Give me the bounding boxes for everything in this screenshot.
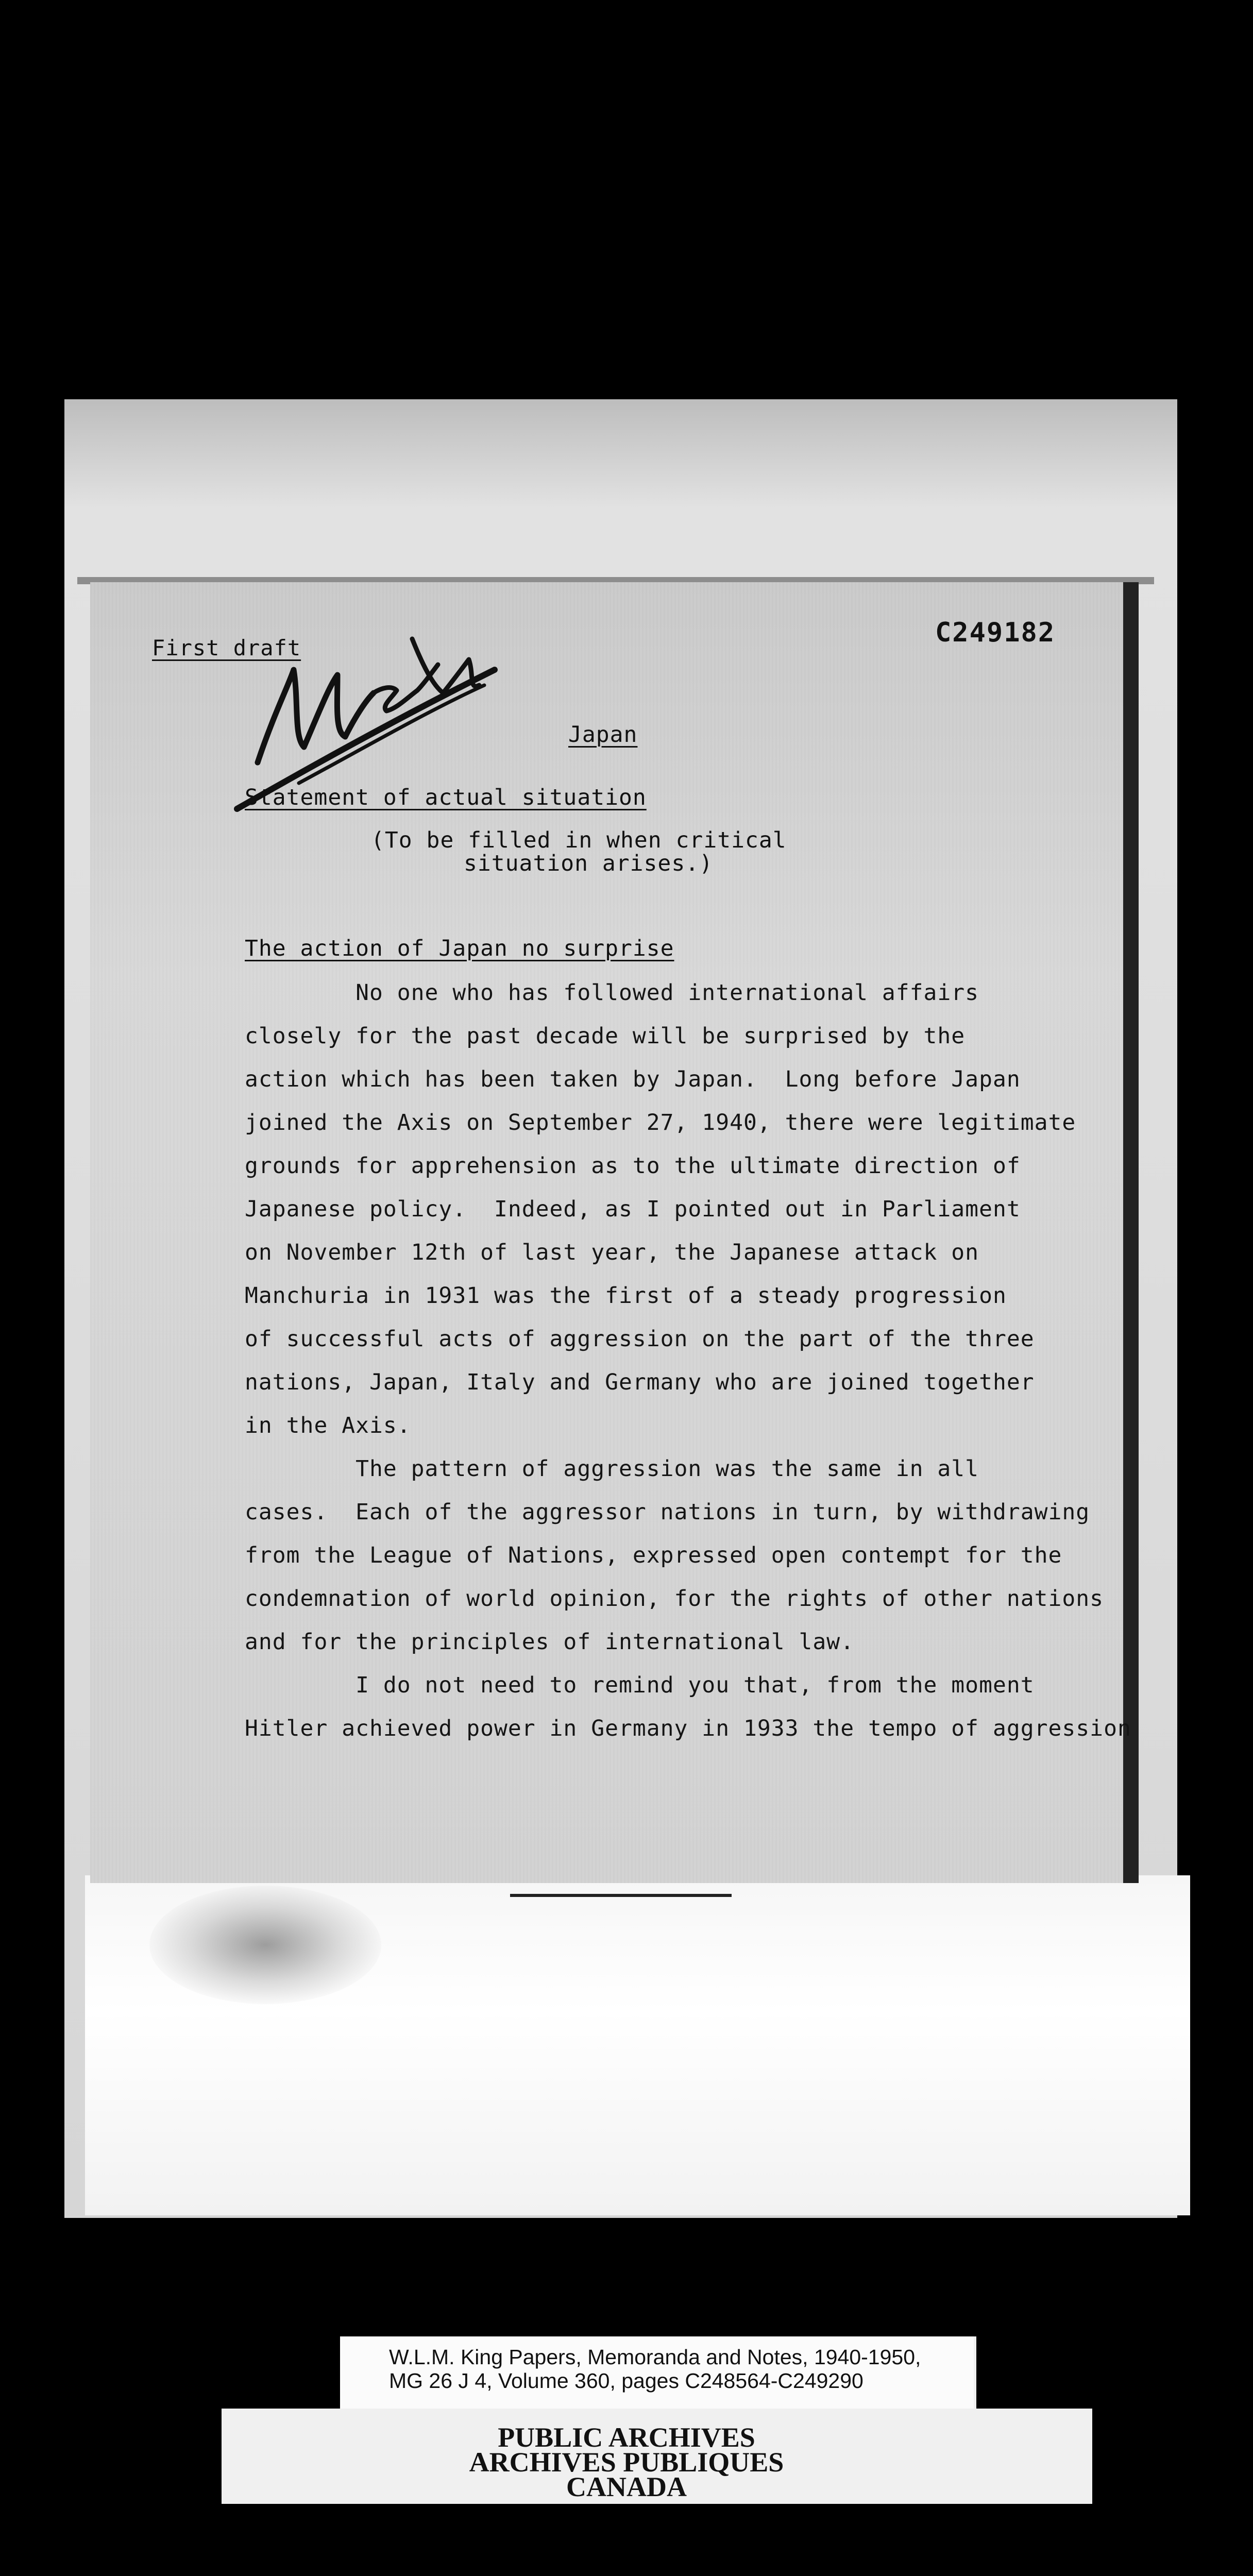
note-line-2: situation arises.) bbox=[464, 851, 713, 876]
body-line: Japanese policy. Indeed, as I pointed out in Parliament bbox=[245, 1196, 1021, 1222]
body-line: No one who has followed international affairs bbox=[245, 980, 979, 1006]
archives-country: CANADA bbox=[566, 2471, 687, 2502]
archives-title-en: PUBLIC ARCHIVES bbox=[498, 2422, 755, 2453]
archives-title-fr: ARCHIVES PUBLIQUES bbox=[469, 2447, 784, 2478]
body-line: nations, Japan, Italy and Germany who are joined together bbox=[245, 1369, 1035, 1395]
page-fold-line bbox=[510, 1894, 732, 1897]
document-number: C249182 bbox=[935, 617, 1056, 648]
body-line: grounds for apprehension as to the ultimate direction of bbox=[245, 1153, 1021, 1179]
body-line: action which has been taken by Japan. Long before Japan bbox=[245, 1066, 1021, 1092]
draft-label: First draft bbox=[152, 635, 301, 660]
section-heading: The action of Japan no surprise bbox=[245, 936, 674, 961]
note-line-1: (To be filled in when critical bbox=[371, 827, 787, 853]
body-line: in the Axis. bbox=[245, 1413, 411, 1438]
body-line: I do not need to remind you that, from the moment bbox=[245, 1672, 1035, 1698]
body-line: Hitler achieved power in Germany in 1933 the tempo of aggression bbox=[245, 1716, 1131, 1741]
body-line: cases. Each of the aggressor nations in turn, by withdrawing bbox=[245, 1499, 1090, 1525]
body-line: closely for the past decade will be surprised by the bbox=[245, 1023, 966, 1049]
body-line: The pattern of aggression was the same in all bbox=[245, 1456, 979, 1482]
body-line: from the League of Nations, expressed open contempt for the bbox=[245, 1543, 1062, 1568]
body-line: of successful acts of aggression on the part of the three bbox=[245, 1326, 1035, 1352]
body-text bbox=[245, 971, 1131, 1750]
smudge-mark bbox=[149, 1886, 381, 2004]
body-line: joined the Axis on September 27, 1940, there were legitimate bbox=[245, 1110, 1076, 1136]
archive-reference-line-1: W.L.M. King Papers, Memoranda and Notes, 1940-1950, bbox=[389, 2345, 921, 2369]
body-line: Manchuria in 1931 was the first of a steady progression bbox=[245, 1283, 1007, 1309]
document-subtitle: Statement of actual situation bbox=[245, 785, 647, 810]
label-card-notch-right bbox=[976, 2336, 1092, 2409]
archive-reference-line-2: MG 26 J 4, Volume 360, pages C248564-C249290 bbox=[389, 2369, 863, 2393]
document-title: Japan bbox=[568, 722, 638, 748]
body-line: on November 12th of last year, the Japanese attack on bbox=[245, 1240, 979, 1265]
body-line: condemnation of world opinion, for the rights of other nations bbox=[245, 1586, 1104, 1612]
label-card-notch-left bbox=[222, 2336, 314, 2409]
handwritten-signature bbox=[227, 582, 515, 829]
label-card-notch-middle bbox=[314, 2336, 340, 2409]
body-line: and for the principles of international law. bbox=[245, 1629, 855, 1655]
